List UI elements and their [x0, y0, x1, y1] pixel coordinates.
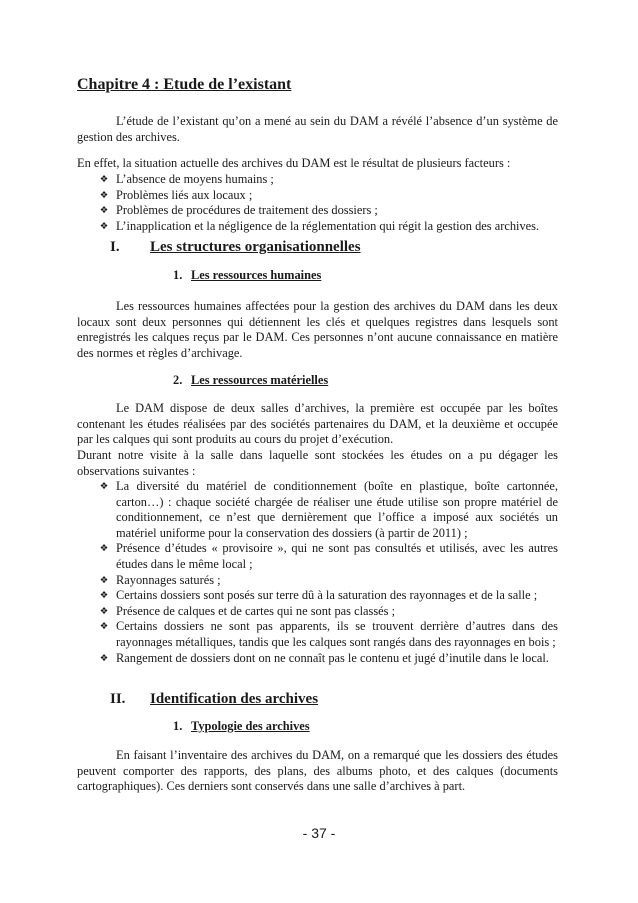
typology-paragraph: En faisant l’inventaire des archives du DAM, on a remarqué que les dossiers des études peuvent comporter des rapports, des plans, des albums photo, et des calques (documents cartographiques). Ces derniers sont conservés dans une salle d’archives à part. — [77, 748, 558, 794]
list-item: ❖ L’inapplication et la négligence de la réglementation qui régit la gestion des archives. — [99, 218, 540, 233]
section-number: II. — [110, 691, 126, 707]
visit-paragraph: Durant notre visite à la salle dans laquelle sont stockées les études on a pu dégager les observations suivantes : — [77, 448, 558, 478]
list-item: ❖ Certains dossiers ne sont pas apparents, ils se trouvent derrière d’autres dans des rayonnages métalliques, tandis que les calques sont rangés dans des rayonnages en bois ; — [99, 619, 558, 649]
subsection-title: Les ressources humaines — [191, 268, 322, 282]
subsection-heading-material-resources — [173, 373, 328, 389]
section-heading-identification — [110, 692, 318, 708]
diamond-bullet-icon: ❖ — [99, 543, 109, 555]
observations-list — [77, 479, 558, 666]
section-heading-structures — [110, 240, 361, 256]
subsection-heading-typology — [173, 719, 310, 735]
diamond-bullet-icon: ❖ — [99, 605, 109, 617]
list-item: ❖ Problèmes de procédures de traitement des dossiers ; — [99, 203, 378, 218]
page-number: - 37 - — [302, 825, 336, 841]
diamond-bullet-icon: ❖ — [99, 189, 109, 201]
factors-list — [77, 172, 558, 234]
subsection-number: 2. — [173, 373, 183, 387]
section-number: I. — [110, 239, 120, 255]
diamond-bullet-icon: ❖ — [99, 621, 109, 633]
list-item: ❖ Rangement de dossiers dont on ne connaît pas le contenu et jugé d’inutile dans le local. — [99, 650, 549, 665]
intro-paragraph: L’étude de l’existant qu’on a mené au sein du DAM a révélé l’absence d’un système de gestion des archives. — [77, 114, 558, 144]
list-item: ❖ Rayonnages saturés ; — [99, 572, 221, 587]
subsection-heading-human-resources — [173, 268, 321, 284]
list-item: ❖ Présence de calques et de cartes qui ne sont pas classés ; — [99, 603, 396, 618]
subsection-title: Typologie des archives — [191, 719, 310, 733]
list-item: ❖ Problèmes liés aux locaux ; — [99, 187, 253, 202]
diamond-bullet-icon: ❖ — [99, 205, 109, 217]
situation-paragraph: En effet, la situation actuelle des archives du DAM est le résultat de plusieurs facteurs : — [77, 156, 511, 170]
diamond-bullet-icon: ❖ — [99, 574, 109, 586]
human-resources-paragraph: Les ressources humaines affectées pour la gestion des archives du DAM dans les deux locaux sont deux personnes qui détiennent les clés et quelques registres dans lesquels sont enregistrés les calques reçus par le DAM. Ces personnes n’ont aucune connaissance en matière des normes et règles d’archivage. — [77, 299, 558, 360]
diamond-bullet-icon: ❖ — [99, 220, 109, 232]
diamond-bullet-icon: ❖ — [99, 481, 109, 492]
list-item: ❖ Présence d’études « provisoire », qui ne sont pas consultés et utilisés, avec les autres études dans le même local ; — [99, 541, 558, 571]
diamond-bullet-icon: ❖ — [99, 174, 109, 185]
diamond-bullet-icon: ❖ — [99, 590, 109, 602]
section-title: Identification des archives — [150, 691, 319, 707]
list-item: ❖ Certains dossiers sont posés sur terre dû à la saturation des rayonnages et de la salle ; — [99, 588, 538, 603]
diamond-bullet-icon: ❖ — [99, 652, 109, 664]
chapter-title: Chapitre 4 : Etude de l’existant — [77, 76, 292, 93]
subsection-number: 1. — [173, 719, 183, 733]
subsection-number: 1. — [173, 268, 183, 282]
material-resources-paragraph: Le DAM dispose de deux salles d’archives, la première est occupée par les boîtes contenant les études réalisées par des sociétés partenaires du DAM, et la deuxième et occupée par les calques qui sont produits au cours du projet d’exécution. — [77, 401, 558, 447]
subsection-title: Les ressources matérielles — [191, 373, 329, 387]
section-title: Les structures organisationnelles — [150, 239, 361, 255]
list-item: ❖ La diversité du matériel de conditionnement (boîte en plastique, boîte cartonnée, carton…) : chaque société chargée de réaliser une étude utilise son propre matériel de conditionnement, ce n’est que dernièrement que l’office a imposé aux sociétés un matériel uniforme pour la conservation des dossiers (à partir de 2011) ; — [99, 479, 558, 540]
list-item: ❖ L’absence de moyens humains ; — [99, 172, 274, 186]
